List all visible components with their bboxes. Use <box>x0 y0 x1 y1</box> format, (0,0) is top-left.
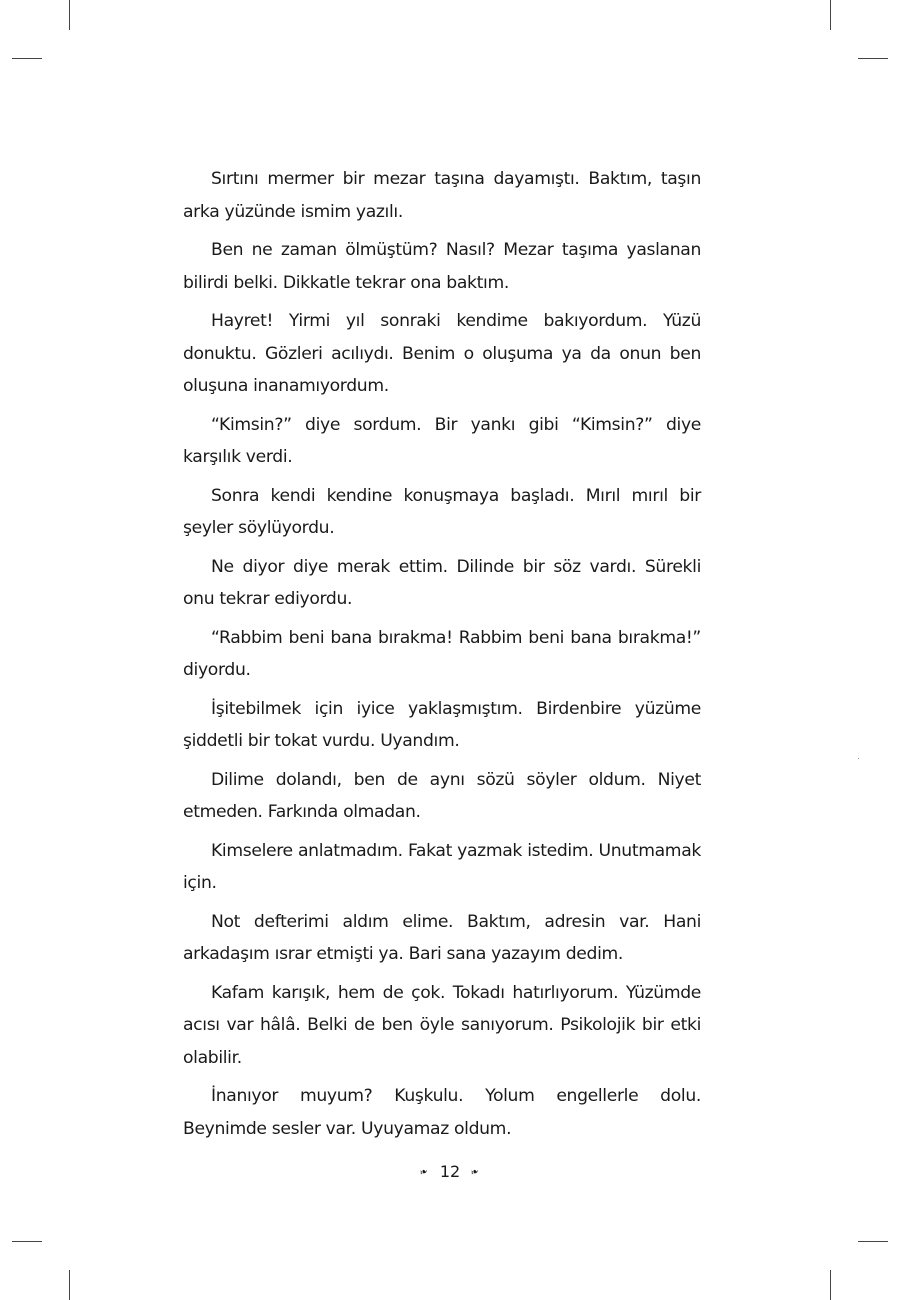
paragraph: “Kimsin?” diye sordum. Bir yankı gibi “Kimsin?” diye karşılık verdi. <box>183 414 701 467</box>
stray-dot <box>858 758 859 759</box>
crop-mark-right-top <box>858 58 888 59</box>
crop-mark-top-left <box>69 0 70 30</box>
paragraph: Ben ne zaman ölmüştüm? Nasıl? Mezar taşıma yaslanan bilirdi belki. Dikkatle tekrar ona baktım. <box>183 240 701 293</box>
paragraph: Hayret! Yirmi yıl sonraki kendime bakıyordum. Yüzü donuktu. Gözleri acılıydı. Benim o oluşuma ya da onun ben oluşuna inanamıyordum. <box>183 311 701 396</box>
paragraph: İşitebilmek için iyice yaklaşmıştım. Birdenbire yüzüme şiddetli bir tokat vurdu. Uyandım. <box>183 698 701 751</box>
paragraph: İnanıyor muyum? Kuşkulu. Yolum engellerle dolu. Beynimde sesler var. Uyuyamaz oldum. <box>183 1086 701 1139</box>
paragraph: “Rabbim beni bana bırakma! Rabbim beni bana bırakma!” diyordu. <box>183 627 701 680</box>
ornament-left-icon: ❧ <box>418 1165 431 1179</box>
page-footer <box>0 1160 900 1185</box>
crop-mark-right-bottom <box>858 1241 888 1242</box>
crop-mark-top-right <box>830 0 831 30</box>
page-number: 12 <box>439 1162 461 1181</box>
paragraph: Dilime dolandı, ben de aynı sözü söyler oldum. Niyet etmeden. Farkında olmadan. <box>183 769 701 822</box>
crop-mark-bottom-right <box>830 1270 831 1300</box>
ornament-right-icon: ❧ <box>469 1165 482 1179</box>
crop-mark-left-bottom <box>12 1241 42 1242</box>
page-body <box>183 163 701 1151</box>
crop-mark-bottom-left <box>69 1270 70 1300</box>
crop-mark-left-top <box>12 58 42 59</box>
paragraph: Sonra kendi kendine konuşmaya başladı. Mırıl mırıl bir şeyler söylüyordu. <box>183 485 701 538</box>
paragraph: Kimselere anlatmadım. Fakat yazmak istedim. Unutmamak için. <box>183 840 701 893</box>
paragraph: Kafam karışık, hem de çok. Tokadı hatırlıyorum. Yüzümde acısı var hâlâ. Belki de ben öyle sanıyorum. Psikolojik bir etki olabilir. <box>183 982 701 1068</box>
paragraph: Not defterimi aldım elime. Baktım, adresin var. Hani arkadaşım ısrar etmişti ya. Bari sana yazayım dedim. <box>183 911 701 964</box>
paragraph: Sırtını mermer bir mezar taşına dayamıştı. Baktım, taşın arka yüzünde ismim yazılı. <box>183 169 701 222</box>
paragraph: Ne diyor diye merak ettim. Dilinde bir söz vardı. Sürekli onu tekrar ediyordu. <box>183 556 701 609</box>
